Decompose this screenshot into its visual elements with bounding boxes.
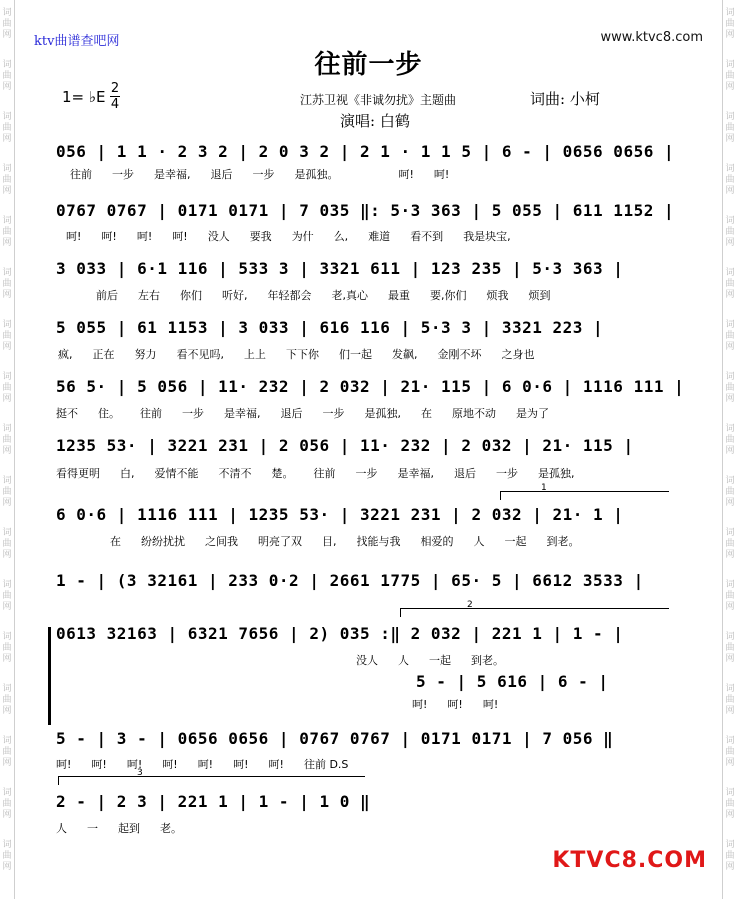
watermark-char: 词 <box>2 632 12 642</box>
lyric-word: 呵! <box>433 168 450 181</box>
lyric-word: 为什 <box>291 230 314 243</box>
lyric-word: 左右 <box>138 289 160 302</box>
watermark-text <box>723 580 737 613</box>
watermark-char: 曲 <box>2 227 12 237</box>
watermark-char: 曲 <box>2 123 12 133</box>
watermark-char: 词 <box>725 528 735 538</box>
watermark-text <box>723 736 737 769</box>
watermark-char: 网 <box>725 550 735 560</box>
watermark-char: 词 <box>2 60 12 70</box>
lyric-word: 我是块宝, <box>463 230 511 243</box>
lyric-word: 退后 <box>280 407 303 420</box>
watermark-char: 网 <box>2 758 12 768</box>
watermark-char: 曲 <box>725 175 735 185</box>
lyric-word: 一步 <box>496 467 518 480</box>
watermark-char: 词 <box>2 320 12 330</box>
watermark-char: 网 <box>725 602 735 612</box>
lyric-word: 烦我 <box>486 289 509 302</box>
watermark-char: 曲 <box>2 539 12 549</box>
lyric-word: 之身也 <box>501 348 535 361</box>
watermark-text <box>0 112 14 145</box>
lyric-word: 你们 <box>180 289 202 302</box>
watermark-char: 网 <box>725 446 735 456</box>
watermark-char: 网 <box>725 290 735 300</box>
lyric-word: 呵! <box>136 230 153 243</box>
watermark-char: 网 <box>725 654 735 664</box>
score-line-2-lyrics <box>66 228 531 244</box>
lyric-word: 不清不 <box>218 467 252 480</box>
lyric-word: 没人 <box>356 654 378 667</box>
song-subtitle: 江苏卫视《非诚勿扰》主题曲 <box>300 93 457 107</box>
lyric-word: 是幸福, <box>154 168 191 181</box>
lyric-word: 挺不 <box>56 407 78 420</box>
watermark-text <box>723 788 737 821</box>
watermark-char: 网 <box>2 602 12 612</box>
watermark-char: 网 <box>725 134 735 144</box>
watermark-char: 曲 <box>2 851 12 861</box>
time-signature-bottom: 4 <box>110 97 120 112</box>
score-line-11-lyrics <box>56 756 368 772</box>
site-url-right[interactable]: www.ktvc8.com <box>600 30 703 45</box>
lyric-word: 呵! <box>91 758 107 771</box>
watermark-char: 词 <box>2 8 12 18</box>
lyric-word: 退后 <box>210 168 233 181</box>
watermark-char: 网 <box>725 186 735 196</box>
lyric-word: 到老。 <box>546 535 580 548</box>
lyric-word: 呵! <box>56 758 72 771</box>
score-line-9-lyrics <box>356 652 524 668</box>
watermark-char: 词 <box>2 580 12 590</box>
lyric-word: 退后 <box>454 467 476 480</box>
lyric-word: 到老。 <box>471 654 504 667</box>
lyric-word: 是孤独。 <box>294 168 339 181</box>
lyric-word: 没人 <box>207 230 230 243</box>
lyric-word: 老。 <box>160 822 182 835</box>
lyric-word: 呵! <box>66 230 82 243</box>
lyric-word: 看得更明 <box>56 467 100 480</box>
score-line-1-notes: 056 | 1 1 · 2 3 2 | 2 0 3 2 | 2 1 · 1 1 5 | 6 - | 0656 0656 | <box>56 142 675 161</box>
lyric-word: 往前 <box>70 168 92 181</box>
watermark-char: 词 <box>2 476 12 486</box>
watermark-char: 网 <box>725 810 735 820</box>
lyric-word: 老,真心 <box>331 289 368 302</box>
watermark-char: 网 <box>2 446 12 456</box>
lyric-word: 起到 <box>118 822 140 835</box>
lyric-word: 住。 <box>98 407 120 420</box>
watermark-char: 曲 <box>2 799 12 809</box>
score-line-5-notes: 56 5· | 5 056 | 11· 232 | 2 032 | 21· 115 | 6 0·6 | 1116 111 | <box>56 377 685 396</box>
lyric-word: 爱情不能 <box>154 467 199 480</box>
watermark-char: 词 <box>725 60 735 70</box>
watermark-char: 词 <box>725 580 735 590</box>
lyric-word: 上上 <box>244 348 266 361</box>
lyric-word: 要我 <box>249 230 272 243</box>
watermark-text <box>0 268 14 301</box>
watermark-char: 网 <box>2 30 12 40</box>
watermark-char: 词 <box>725 424 735 434</box>
score-line-4-lyrics <box>58 346 555 362</box>
lyric-word: 一步 <box>112 168 134 181</box>
watermark-char: 词 <box>2 372 12 382</box>
watermark-text <box>723 112 737 145</box>
watermark-char: 曲 <box>2 71 12 81</box>
lyric-word: 人 <box>473 535 485 548</box>
watermark-char: 词 <box>2 216 12 226</box>
watermark-text <box>0 736 14 769</box>
lyric-word: 白, <box>120 467 135 480</box>
watermark-char: 网 <box>725 394 735 404</box>
watermark-text <box>0 528 14 561</box>
watermark-char: 词 <box>725 164 735 174</box>
watermark-char: 词 <box>2 528 12 538</box>
watermark-char: 曲 <box>2 591 12 601</box>
watermark-char: 词 <box>2 736 12 746</box>
lyric-word: 听好, <box>222 289 248 302</box>
watermark-char: 曲 <box>725 695 735 705</box>
watermark-char: 词 <box>725 112 735 122</box>
lyric-word: 往前 <box>140 407 162 420</box>
watermark-char: 网 <box>725 706 735 716</box>
lyric-word: 一起 <box>504 535 527 548</box>
lyric-word: 是为了 <box>516 407 549 420</box>
watermark-text <box>0 216 14 249</box>
watermark-char: 曲 <box>725 19 735 29</box>
watermark-char: 词 <box>725 632 735 642</box>
watermark-char: 网 <box>725 342 735 352</box>
watermark-char: 网 <box>2 654 12 664</box>
watermark-text <box>0 580 14 613</box>
watermark-char: 词 <box>725 268 735 278</box>
score-line-7-notes: 6 0·6 | 1116 111 | 1235 53· | 3221 231 | 2 032 | 21· 1 | <box>56 505 624 524</box>
lyric-word: 目, <box>322 535 337 548</box>
watermark-char: 网 <box>2 290 12 300</box>
score-line-6-notes: 1235 53· | 3221 231 | 2 056 | 11· 232 | 2 032 | 21· 115 | <box>56 436 634 455</box>
lyric-word: 要,你们 <box>430 289 467 302</box>
watermark-char: 曲 <box>2 435 12 445</box>
watermark-char: 网 <box>2 706 12 716</box>
score-line-5-lyrics <box>56 405 569 421</box>
lyric-word: 看不见吗, <box>176 348 224 361</box>
lyric-word: 呵! <box>162 758 178 771</box>
watermark-text <box>723 164 737 197</box>
watermark-text <box>0 8 14 41</box>
lyric-word: 一步 <box>182 407 204 420</box>
watermark-char: 网 <box>2 862 12 872</box>
watermark-char: 曲 <box>725 71 735 81</box>
score-line-12-lyrics <box>56 820 202 836</box>
watermark-char: 网 <box>2 394 12 404</box>
watermark-text <box>0 164 14 197</box>
lyric-word: 疯, <box>58 348 73 361</box>
lyric-word: 呵! <box>482 698 499 711</box>
lyric-word: 明亮了双 <box>258 535 302 548</box>
watermark-text <box>723 372 737 405</box>
time-signature-top: 2 <box>110 81 120 96</box>
volta-2-bracket <box>400 600 669 617</box>
volta-2-label: 2 <box>467 600 473 610</box>
lyric-word: 年轻都会 <box>267 289 312 302</box>
score-line-10-lyrics <box>412 696 518 712</box>
watermark-char: 曲 <box>725 591 735 601</box>
watermark-char: 网 <box>725 498 735 508</box>
watermark-char: 曲 <box>2 643 12 653</box>
watermark-char: 网 <box>2 550 12 560</box>
watermark-text <box>0 424 14 457</box>
watermark-text <box>723 684 737 717</box>
score-line-7-lyrics <box>110 533 600 549</box>
song-title: 往前一步 <box>314 50 423 80</box>
score-line-9-notes: 0613 32163 | 6321 7656 | 2) 035 :‖ 2 032 | 221 1 | 1 - | <box>56 624 624 643</box>
lyric-word: 努力 <box>134 348 157 361</box>
lyric-word: 原地不动 <box>452 407 496 420</box>
watermark-text <box>723 320 737 353</box>
watermark-text <box>0 632 14 665</box>
lyric-word: 看不到 <box>410 230 444 243</box>
watermark-char: 曲 <box>725 383 735 393</box>
lyric-word: 是孤独, <box>538 467 575 480</box>
lyric-word: 往前 D.S <box>303 758 349 771</box>
watermark-text <box>723 424 737 457</box>
lyric-word: 呵! <box>233 758 249 771</box>
score-line-4-notes: 5 055 | 61 1153 | 3 033 | 616 116 | 5·3 3 | 3321 223 | <box>56 318 604 337</box>
watermark-text <box>723 216 737 249</box>
lyric-word: 呵! <box>447 698 463 711</box>
lyric-word: 找能与我 <box>356 535 401 548</box>
watermark-char: 词 <box>725 788 735 798</box>
watermark-char: 词 <box>725 372 735 382</box>
lyric-word: 难道 <box>368 230 391 243</box>
watermark-char: 词 <box>2 112 12 122</box>
watermark-char: 词 <box>2 788 12 798</box>
singer-credit: 演唱: 白鹤 <box>340 112 410 130</box>
triplet-bracket <box>58 768 365 785</box>
watermark-char: 网 <box>2 810 12 820</box>
watermark-char: 词 <box>725 684 735 694</box>
watermark-char: 词 <box>725 476 735 486</box>
watermark-char: 曲 <box>725 279 735 289</box>
lyric-word: 在 <box>110 535 121 548</box>
watermark-text <box>0 788 14 821</box>
watermark-text <box>0 684 14 717</box>
watermark-char: 网 <box>2 82 12 92</box>
watermark-char: 网 <box>725 758 735 768</box>
lyric-word: 人 <box>56 822 67 835</box>
watermark-char: 曲 <box>725 799 735 809</box>
watermark-char: 词 <box>725 840 735 850</box>
key-signature: 1= ♭E <box>62 88 106 106</box>
watermark-char: 词 <box>725 736 735 746</box>
lyric-word: 呵! <box>126 758 143 771</box>
watermark-char: 网 <box>725 82 735 92</box>
volta-1-label: 1 <box>541 483 547 493</box>
lyric-word: 一 <box>87 822 98 835</box>
triplet-label: 3 <box>137 768 143 778</box>
lyric-word: 是幸福, <box>397 467 434 480</box>
watermark-char: 曲 <box>725 435 735 445</box>
lyric-word: 是幸福, <box>224 407 261 420</box>
watermark-text <box>0 476 14 509</box>
composer-credit: 词曲: 小柯 <box>530 90 600 108</box>
watermark-char: 网 <box>725 238 735 248</box>
watermark-char: 词 <box>2 684 12 694</box>
watermark-text <box>723 632 737 665</box>
watermark-text <box>723 268 737 301</box>
watermark-char: 网 <box>2 238 12 248</box>
watermark-char: 曲 <box>725 331 735 341</box>
lyric-word: 人 <box>398 654 409 667</box>
lyric-word: 发飙, <box>392 348 418 361</box>
watermark-char: 曲 <box>2 487 12 497</box>
watermark-char: 曲 <box>2 279 12 289</box>
lyric-word: 是孤独, <box>364 407 401 420</box>
score-line-12-notes: 2 - | 2 3 | 221 1 | 1 - | 1 0 ‖ <box>56 792 371 811</box>
lyric-word: 正在 <box>92 348 115 361</box>
watermark-char: 网 <box>2 186 12 196</box>
lyric-word: 下下你 <box>286 348 319 361</box>
lyric-word: 一起 <box>429 654 451 667</box>
score-line-6-lyrics <box>56 465 595 481</box>
watermark-char: 曲 <box>725 227 735 237</box>
watermark-text <box>0 320 14 353</box>
watermark-char: 曲 <box>2 331 12 341</box>
watermark-text <box>723 528 737 561</box>
watermark-char: 曲 <box>725 539 735 549</box>
watermark-char: 网 <box>2 498 12 508</box>
watermark-char: 词 <box>2 268 12 278</box>
lyric-word: 往前 <box>313 467 336 480</box>
score-line-3-notes: 3 033 | 6·1 116 | 533 3 | 3321 611 | 123 235 | 5·3 363 | <box>56 259 624 278</box>
score-line-11-notes: 5 - | 3 - | 0656 0656 | 0767 0767 | 0171 0171 | 7 056 ‖ <box>56 729 614 748</box>
watermark-char: 网 <box>725 862 735 872</box>
lyric-word: 呵! <box>398 168 414 181</box>
site-name-left[interactable]: ktv曲谱查吧网 <box>34 34 120 49</box>
lyric-word: 烦到 <box>528 289 551 302</box>
time-signature <box>110 82 120 111</box>
lyric-word: 在 <box>421 407 432 420</box>
watermark-char: 曲 <box>2 175 12 185</box>
watermark-char: 曲 <box>725 747 735 757</box>
watermark-char: 词 <box>2 840 12 850</box>
watermark-char: 词 <box>725 320 735 330</box>
watermark-char: 网 <box>2 134 12 144</box>
watermark-char: 曲 <box>2 19 12 29</box>
watermark-char: 词 <box>2 424 12 434</box>
watermark-char: 曲 <box>2 383 12 393</box>
watermark-text <box>723 476 737 509</box>
lyric-word: 最重 <box>388 289 410 302</box>
lyric-word: 之间我 <box>205 535 238 548</box>
lyric-word: 呵! <box>172 230 188 243</box>
lyric-word: 呵! <box>101 230 117 243</box>
lyric-word: 呵! <box>412 698 428 711</box>
watermark-char: 词 <box>725 216 735 226</box>
system-brace <box>48 627 51 725</box>
lyric-word: 纷纷扰扰 <box>141 535 185 548</box>
score-line-3-lyrics <box>96 287 571 303</box>
volta-1-bracket <box>500 483 669 500</box>
score-line-2-notes: 0767 0767 | 0171 0171 | 7 035 ‖: 5·3 363 | 5 055 | 611 1152 | <box>56 201 675 220</box>
watermark-char: 曲 <box>2 747 12 757</box>
lyric-word: 呵! <box>268 758 284 771</box>
watermark-char: 词 <box>725 8 735 18</box>
score-line-10-notes: 5 - | 5 616 | 6 - | <box>416 672 609 691</box>
lyric-word: 一步 <box>322 407 345 420</box>
lyric-word: 相爱的 <box>420 535 454 548</box>
watermark-char: 曲 <box>725 643 735 653</box>
lyric-word: 金刚不坏 <box>437 348 482 361</box>
watermark-char: 网 <box>2 342 12 352</box>
watermark-text <box>723 840 737 873</box>
lyric-word: 们一起 <box>339 348 372 361</box>
watermark-char: 网 <box>725 30 735 40</box>
watermark-text <box>0 372 14 405</box>
watermark-char: 曲 <box>725 487 735 497</box>
watermark-text <box>723 8 737 41</box>
watermark-text <box>0 840 14 873</box>
score-line-8-notes: 1 - | (3 32161 | 233 0·2 | 2661 1775 | 65· 5 | 6612 3533 | <box>56 571 644 590</box>
watermark-char: 曲 <box>725 851 735 861</box>
lyric-word: 一步 <box>355 467 378 480</box>
watermark-char: 词 <box>2 164 12 174</box>
lyric-word: 前后 <box>96 289 118 302</box>
watermark-char: 曲 <box>2 695 12 705</box>
lyric-word: 楚。 <box>271 467 294 480</box>
lyric-word: 呵! <box>197 758 214 771</box>
brand-logo: KTVC8.COM <box>552 848 707 873</box>
lyric-word: 一步 <box>252 168 275 181</box>
watermark-char: 曲 <box>725 123 735 133</box>
lyric-word: 么, <box>333 230 349 243</box>
score-line-1-lyrics <box>70 166 469 182</box>
